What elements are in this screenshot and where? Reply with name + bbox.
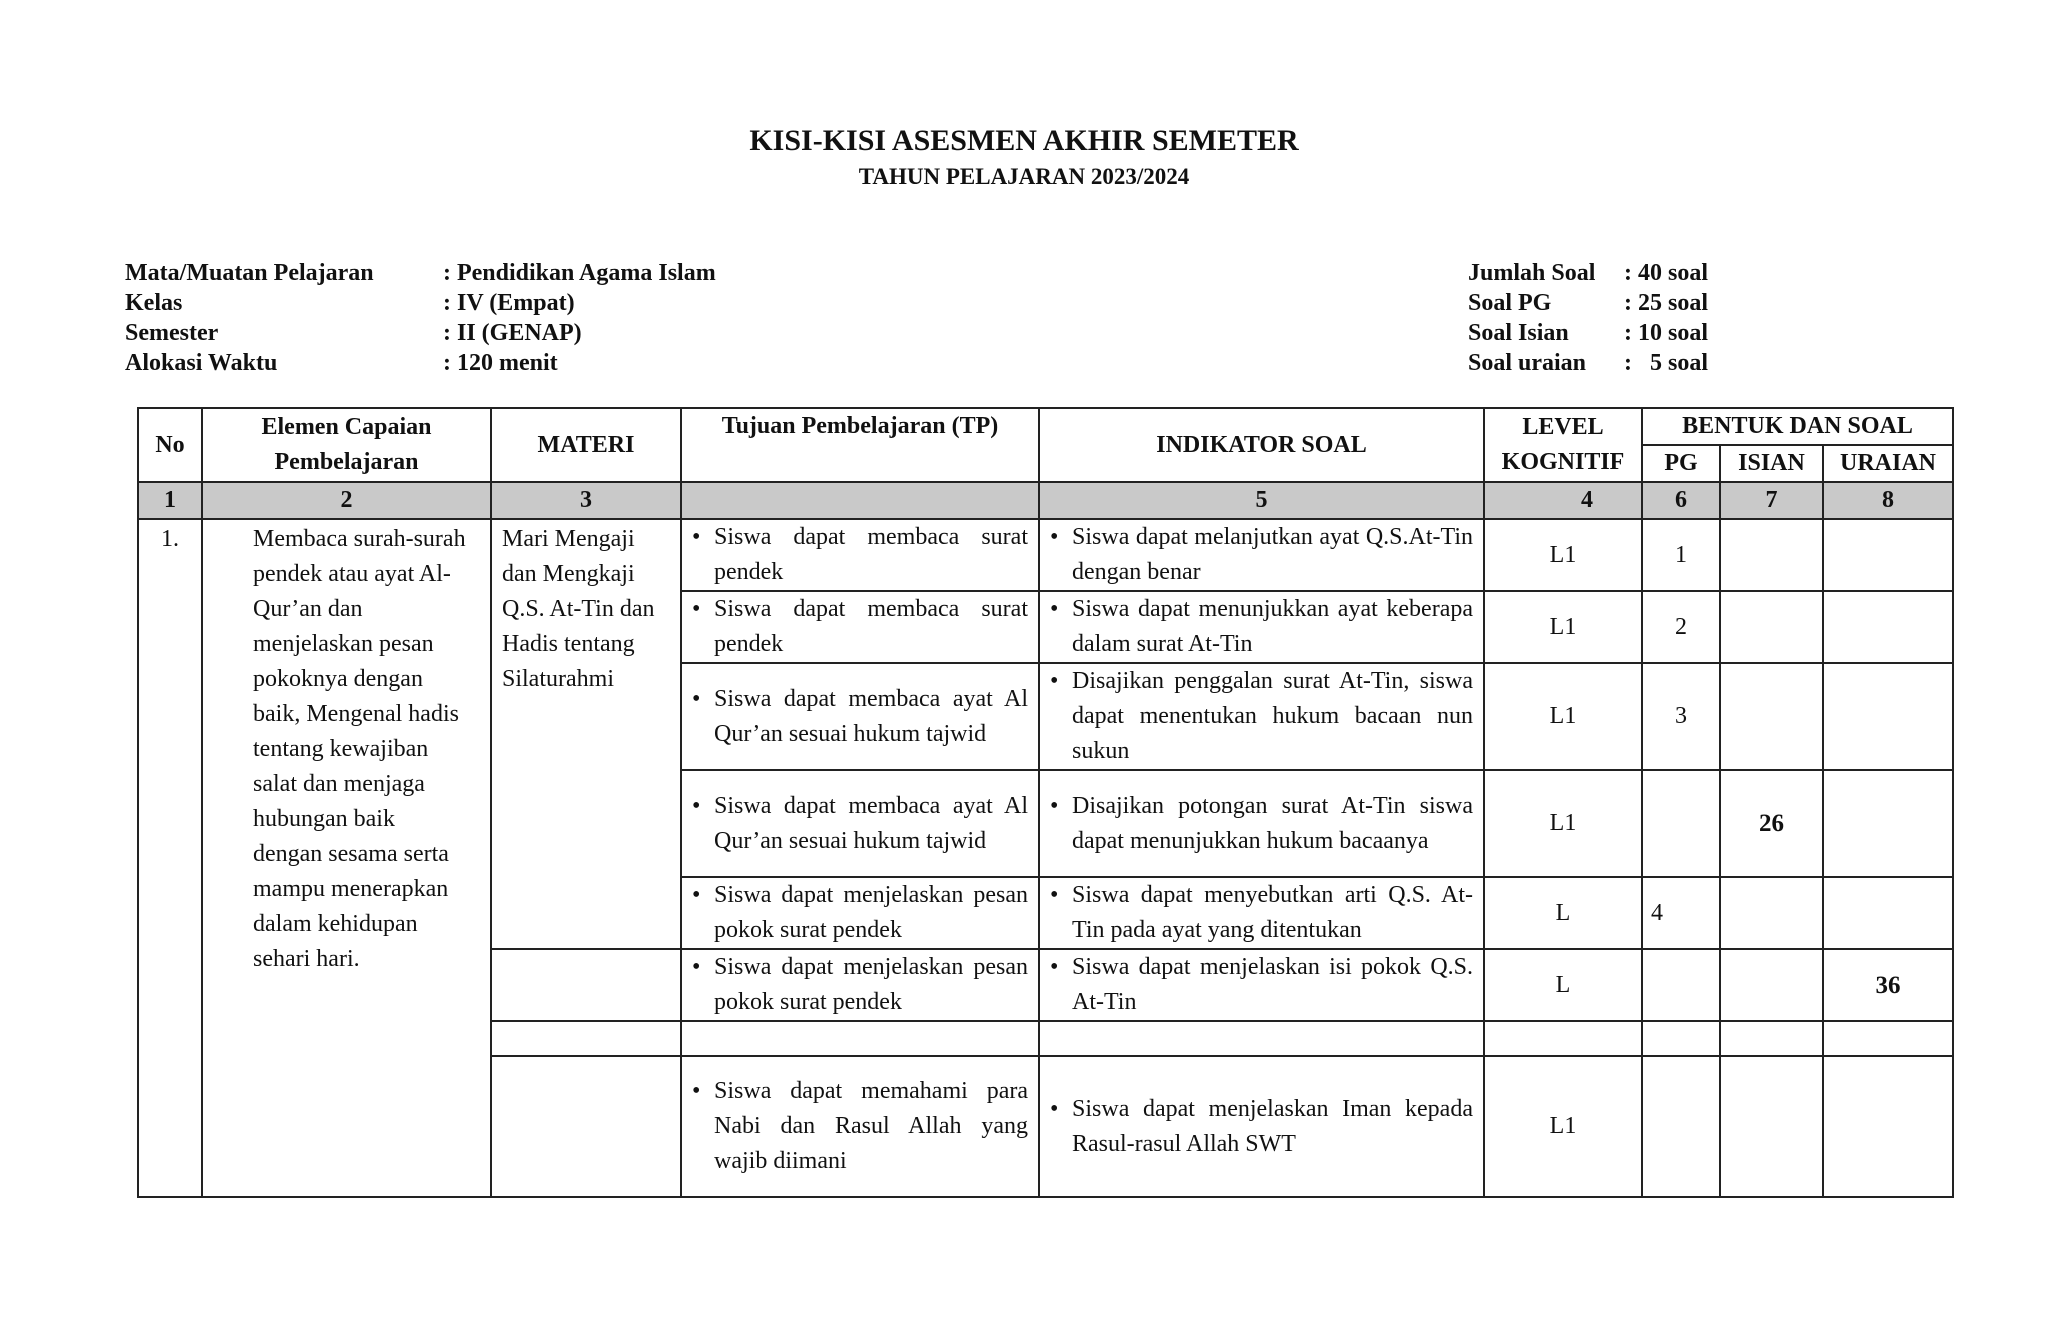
tp-cell: • Siswa dapat menjelaskan pesan pokok surat pendek [681, 949, 1039, 1021]
isian-cell [1720, 663, 1823, 770]
indikator-text: Siswa dapat menyebutkan arti Q.S. At-Tin pada ayat yang ditentukan [1072, 882, 1473, 943]
indikator-text: Siswa dapat melanjutkan ayat Q.S.At-Tin dengan benar [1072, 524, 1473, 585]
indikator-cell: • Siswa dapat melanjutkan ayat Q.S.At-Tin dengan benar [1039, 519, 1484, 591]
indikator-cell: • Siswa dapat menjelaskan Iman kepada Rasul-rasul Allah SWT [1039, 1056, 1484, 1197]
isian-cell: 26 [1720, 770, 1823, 877]
assessment-grid-table [137, 407, 1954, 1198]
info-row-time [125, 348, 716, 378]
indikator-text: Disajikan penggalan surat At-Tin, siswa dapat menentukan hukum bacaan nun sukun [1072, 668, 1473, 764]
tp-cell: • Siswa dapat membaca ayat Al Qur’an sesuai hukum tajwid [681, 770, 1039, 877]
indikator-cell: • Siswa dapat menunjukkan ayat keberapa dalam surat At-Tin [1039, 591, 1484, 663]
uraian-cell [1823, 591, 1953, 663]
info-row-class [125, 288, 716, 318]
indikator-text: Siswa dapat menjelaskan isi pokok Q.S. At-Tin [1072, 954, 1473, 1015]
info-value: : 10 soal [1624, 320, 1708, 346]
pg-cell [1642, 770, 1720, 877]
column-number: 3 [491, 482, 681, 519]
header-materi: MATERI [491, 408, 681, 482]
level-cell: L [1484, 877, 1642, 949]
header-bentuk: BENTUK DAN SOAL [1642, 408, 1953, 445]
pg-cell [1642, 949, 1720, 1021]
info-label: Jumlah Soal [1468, 260, 1596, 286]
tp-cell: • Siswa dapat menjelaskan pesan pokok surat pendek [681, 877, 1039, 949]
pg-cell: 2 [1642, 591, 1720, 663]
level-cell: L1 [1484, 663, 1642, 770]
pg-cell: 4 [1642, 877, 1720, 949]
tp-text: Siswa dapat menjelaskan pesan pokok surat pendek [714, 882, 1028, 943]
pg-cell [1642, 1021, 1720, 1056]
document-subtitle: TAHUN PELAJARAN 2023/2024 [858, 164, 1190, 189]
header-indikator: INDIKATOR SOAL [1039, 408, 1484, 482]
column-number [681, 482, 1039, 519]
column-number: 2 [202, 482, 491, 519]
document-title: KISI-KISI ASESMEN AKHIR SEMETER [749, 124, 1299, 157]
tp-cell: • Siswa dapat membaca surat pendek [681, 591, 1039, 663]
info-label: Soal Isian [1468, 320, 1569, 346]
uraian-cell: 36 [1823, 949, 1953, 1021]
isian-cell [1720, 519, 1823, 591]
info-value: : IV (Empat) [443, 290, 575, 316]
info-label: Semester [125, 320, 219, 346]
header-uraian: URAIAN [1823, 445, 1953, 482]
info-row-subject [125, 258, 716, 288]
header-pg: PG [1642, 445, 1720, 482]
indikator-cell: • Siswa dapat menjelaskan isi pokok Q.S. At-Tin [1039, 949, 1484, 1021]
subject-info [125, 258, 716, 378]
indikator-cell: • Disajikan potongan surat At-Tin siswa dapat menunjukkan hukum bacaanya [1039, 770, 1484, 877]
level-cell: L1 [1484, 591, 1642, 663]
pg-cell [1642, 1056, 1720, 1197]
level-cell: L1 [1484, 1056, 1642, 1197]
table-row [138, 519, 1953, 591]
tp-text: Siswa dapat membaca surat pendek [714, 596, 1028, 657]
tp-cell: • Siswa dapat membaca ayat Al Qur’an sesuai hukum tajwid [681, 663, 1039, 770]
uraian-cell [1823, 1056, 1953, 1197]
tp-text: Siswa dapat membaca surat pendek [714, 524, 1028, 585]
header-tp: Tujuan Pembelajaran (TP) [681, 408, 1039, 482]
info-value: : 25 soal [1624, 290, 1708, 316]
indikator-text: Disajikan potongan surat At-Tin siswa dapat menunjukkan hukum bacaanya [1072, 792, 1473, 854]
row-number: 1. [138, 519, 202, 1197]
indikator-cell: • Siswa dapat menyebutkan arti Q.S. At-Tin pada ayat yang ditentukan [1039, 877, 1484, 949]
level-cell: L1 [1484, 519, 1642, 591]
header-row [138, 408, 1953, 445]
column-number: 4 [1484, 482, 1642, 519]
elemen-capaian-cell: Membaca surah-surah pendek atau ayat Al-Qur’an dan menjelaskan pesan pokoknya dengan baik, Mengenal hadis tentang kewajiban salat dan menjaga hubungan baik dengan sesama serta mampu menerapkan dalam kehidupan sehari hari. [202, 519, 491, 1197]
column-number: 5 [1039, 482, 1484, 519]
indikator-cell [1039, 1021, 1484, 1056]
info-label: Alokasi Waktu [125, 350, 278, 376]
info-row-isian [1468, 318, 1708, 348]
column-number: 1 [138, 482, 202, 519]
isian-cell [1720, 877, 1823, 949]
tp-text: Siswa dapat membaca ayat Al Qur’an sesuai hukum tajwid [714, 685, 1028, 747]
materi-cell: Mari Mengaji dan Mengkaji Q.S. At-Tin dan Hadis tentang Silaturahmi [491, 519, 681, 949]
info-label: Soal PG [1468, 290, 1552, 316]
column-number: 6 [1642, 482, 1720, 519]
info-value: : Pendidikan Agama Islam [443, 260, 716, 286]
info-row-total [1468, 258, 1708, 288]
info-row-semester [125, 318, 716, 348]
info-row-pg [1468, 288, 1708, 318]
uraian-cell [1823, 877, 1953, 949]
info-label: Mata/Muatan Pelajaran [125, 260, 374, 286]
header-level: LEVEL KOGNITIF [1484, 408, 1642, 482]
info-value: : II (GENAP) [443, 320, 582, 346]
info-value: : 5 soal [1624, 350, 1708, 376]
uraian-cell [1823, 519, 1953, 591]
column-number: 8 [1823, 482, 1953, 519]
info-row-uraian [1468, 348, 1708, 378]
tp-cell: • Siswa dapat memahami para Nabi dan Rasul Allah yang wajib diimani [681, 1056, 1039, 1197]
uraian-cell [1823, 770, 1953, 877]
info-value: : 40 soal [1624, 260, 1708, 286]
tp-cell: • Siswa dapat membaca surat pendek [681, 519, 1039, 591]
indikator-text: Siswa dapat menjelaskan Iman kepada Rasul-rasul Allah SWT [1072, 1095, 1473, 1157]
indikator-text: Siswa dapat menunjukkan ayat keberapa dalam surat At-Tin [1072, 596, 1473, 657]
isian-cell [1720, 591, 1823, 663]
level-cell: L [1484, 949, 1642, 1021]
tp-text: Siswa dapat membaca ayat Al Qur’an sesuai hukum tajwid [714, 792, 1028, 854]
header-elemen: Elemen Capaian Pembelajaran [202, 408, 491, 482]
materi-cell-empty [491, 1021, 681, 1056]
pg-cell: 1 [1642, 519, 1720, 591]
uraian-cell [1823, 663, 1953, 770]
indikator-cell: • Disajikan penggalan surat At-Tin, siswa dapat menentukan hukum bacaan nun sukun [1039, 663, 1484, 770]
header-isian: ISIAN [1720, 445, 1823, 482]
materi-cell-empty [491, 1056, 681, 1197]
isian-cell [1720, 1056, 1823, 1197]
header-no: No [138, 408, 202, 482]
tp-text: Siswa dapat memahami para Nabi dan Rasul Allah yang wajib diimani [714, 1078, 1028, 1174]
info-label: Soal uraian [1468, 350, 1587, 376]
level-cell: L1 [1484, 770, 1642, 877]
column-number: 7 [1720, 482, 1823, 519]
isian-cell [1720, 1021, 1823, 1056]
tp-cell [681, 1021, 1039, 1056]
info-value: : 120 menit [443, 350, 558, 376]
pg-cell: 3 [1642, 663, 1720, 770]
question-count-info [1468, 258, 1708, 378]
info-label: Kelas [125, 290, 183, 316]
isian-cell [1720, 949, 1823, 1021]
level-cell [1484, 1021, 1642, 1056]
tp-text: Siswa dapat menjelaskan pesan pokok surat pendek [714, 954, 1028, 1015]
materi-cell-empty [491, 949, 681, 1021]
column-number-row [138, 482, 1953, 519]
uraian-cell [1823, 1021, 1953, 1056]
